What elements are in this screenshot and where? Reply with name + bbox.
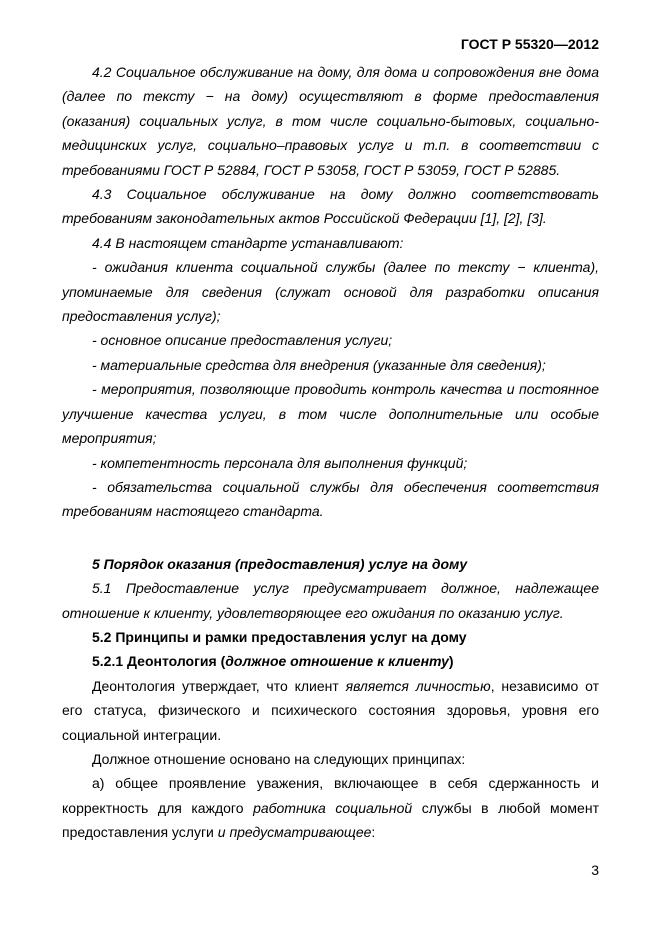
list-item-competence: - компетентность персонала для выполнения функций;	[92, 454, 468, 471]
deontology-start: Деонтология утверждает, что клиент	[92, 677, 346, 694]
principle-a-middle: службы в любой момент предоставления услуги	[62, 799, 599, 841]
list-item-description: - основное описание предоставления услуги;	[92, 332, 393, 349]
principle-a-end: :	[371, 824, 376, 841]
list-item-obligations: - обязательства социальной службы для обеспечения соответствия требованиям настоящего стандарта.	[62, 478, 599, 520]
paragraph-5-1: 5.1 Предоставление услуг предусматривает должное, надлежащее отношение к клиенту, удовлетворяющее его ожидания по оказанию услуг.	[62, 580, 599, 621]
paragraph-deontology	[62, 674, 599, 747]
paragraph-4-3: 4.3 Социальное обслуживание на дому должно соответствовать требованиям законодательных актов Российской Федерации [1], [2], [3].	[62, 186, 599, 227]
standard-code-header: ГОСТ Р 55320—2012	[460, 36, 599, 52]
deontology-end: , независимо от его статуса, физического и психического состояния здоровья, уровня его социальной интеграции.	[62, 677, 599, 743]
paragraph-principle-a	[62, 771, 599, 844]
list-item-materials: - материальные средства для внедрения (указанные для сведения);	[92, 356, 546, 373]
principle-a-start: а) общее проявление уважения, включающее в себя сдержанность и корректность для каждого	[62, 775, 599, 816]
paragraph-4-4: 4.4 В настоящем стандарте устанавливают:	[92, 234, 404, 251]
paragraph-principles: Должное отношение основано на следующих принципах:	[92, 750, 466, 767]
heading-5-2-1-start: 5.2.1 Деонтология (	[92, 653, 226, 670]
page-content	[62, 60, 599, 845]
heading-5-2-1-italic: должное отношение к клиенту	[225, 653, 449, 670]
paragraph-4-2: 4.2 Социальное обслуживание на дому, для дома и сопровождения вне дома (далее по тексту − на дому) осуществляют в форме предоставления (оказания) социальных услуг, в том числе социально-бытовых, социально-медицинских услуг, социально–правовых услуг и т.п. в соответствии с требованиями ГОСТ Р 52884, ГОСТ Р 53058, ГОСТ Р 53059, ГОСТ Р 52885.	[62, 64, 599, 178]
page-number: 3	[591, 862, 599, 878]
heading-5-2-1-end: )	[448, 653, 454, 670]
principle-a-italic-1: работника социальной	[253, 799, 413, 816]
list-item-expectations: - ожидания клиента социальной службы (далее по тексту − клиента), упоминаемые для сведения (служат основой для разработки описания предоставления услуг);	[62, 259, 599, 325]
list-item-measures: - мероприятия, позволяющие проводить контроль качества и постоянное улучшение качества услуги, в том числе дополнительные или особые мероприятия;	[62, 381, 599, 447]
section-5-2-1-heading	[62, 649, 599, 673]
section-spacer	[62, 524, 599, 548]
deontology-italic: является личностью	[345, 677, 491, 694]
section-5-2-heading: 5.2 Принципы и рамки предоставления услуг на дому	[92, 628, 467, 645]
section-5-heading: 5 Порядок оказания (предоставления) услуг на дому	[92, 555, 468, 572]
principle-a-italic-2: и предусматривающее	[217, 824, 372, 841]
